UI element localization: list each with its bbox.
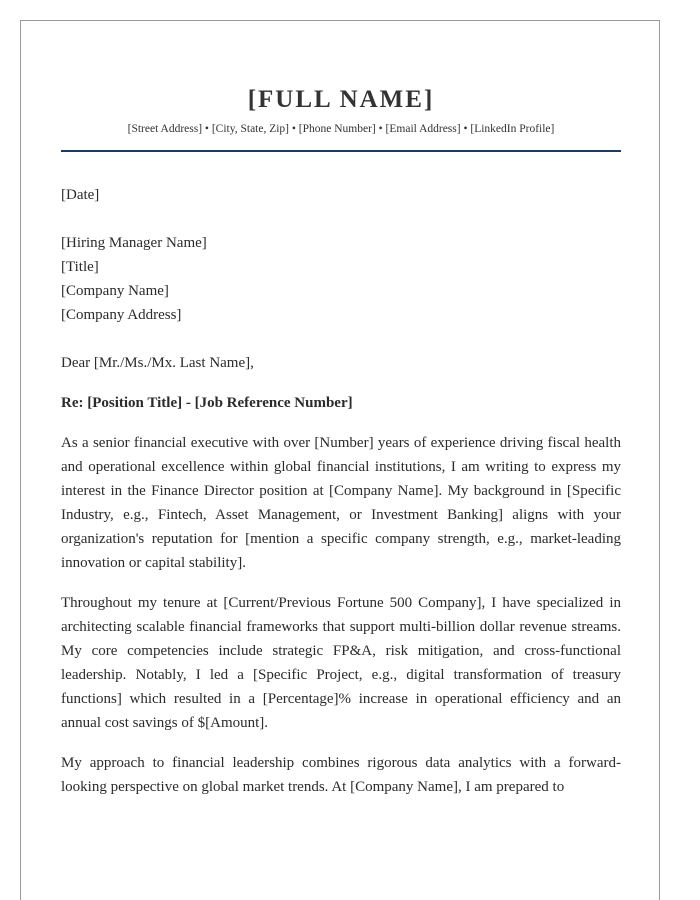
body-paragraph-approach: My approach to financial leadership combines rigorous data analytics with a forward-looking perspective on global market trends. At [Company Name], I am prepared to [61, 755, 621, 795]
letter-date: [Date] [61, 187, 100, 203]
full-name-heading: [FULL NAME] [247, 86, 435, 113]
contact-info-line: [Street Address] • [City, State, Zip] • [Phone Number] • [Email Address] • [LinkedIn Profile] [127, 123, 555, 135]
recipient-hiring-manager: [Hiring Manager Name] [61, 235, 207, 251]
letter-page [20, 20, 660, 900]
letter-content [61, 21, 621, 814]
recipient-title: [Title] [61, 259, 99, 275]
body-paragraph-intro: As a senior financial executive with over [Number] years of experience driving fiscal health and operational excellence within global financial institutions, I am writing to express my interest in the Finance Director position at [Company Name]. My background in [Specific Industry, e.g., Fintech, Asset Management, or Investment Banking] aligns with your organization's reputation for [mention a specific company strength, e.g., market-leading innovation or capital stability]. [61, 435, 621, 571]
header-divider [61, 150, 621, 152]
body-paragraph-experience: Throughout my tenure at [Current/Previous Fortune 500 Company], I have specialized in architecting scalable financial frameworks that support multi-billion dollar revenue streams. My core competencies include strategic FP&A, risk mitigation, and cross-functional leadership. Notably, I led a [Specific Project, e.g., digital transformation of treasury functions] which resulted in a [Percentage]% increase in operational efficiency and an annual cost savings of $[Amount]. [61, 595, 621, 731]
salutation: Dear [Mr./Ms./Mx. Last Name], [61, 355, 254, 371]
recipient-company-address: [Company Address] [61, 307, 182, 323]
recipient-block [61, 231, 621, 327]
recipient-company-name: [Company Name] [61, 283, 169, 299]
subject-line: Re: [Position Title] - [Job Reference Number] [61, 395, 353, 411]
